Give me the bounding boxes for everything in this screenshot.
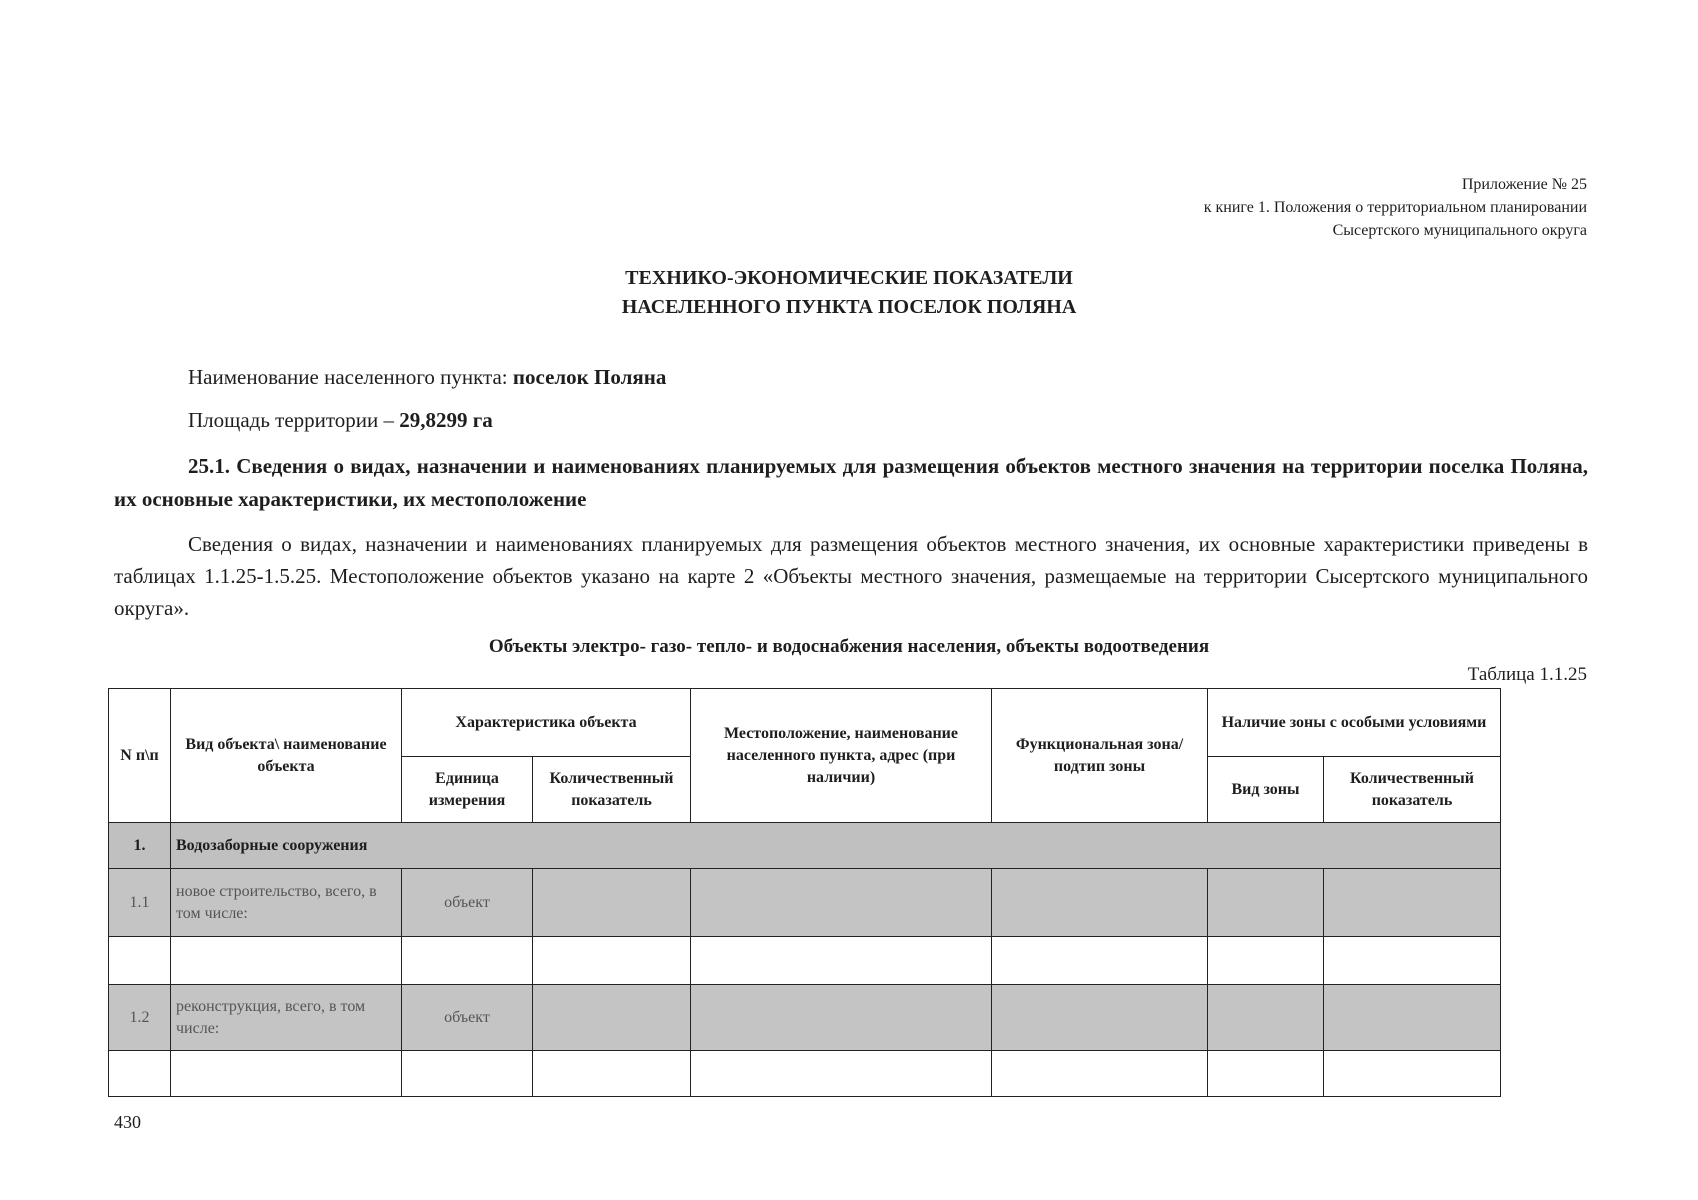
section-row xyxy=(109,823,1501,869)
table-row xyxy=(109,985,1501,1051)
area-value: 29,8299 га xyxy=(399,408,493,432)
header-special-zone: Наличие зоны с особыми условиями xyxy=(1208,689,1501,757)
header-quantity: Количественный показатель xyxy=(533,757,691,823)
header-characteristics: Характеристика объекта xyxy=(402,689,691,757)
area-field xyxy=(188,408,493,433)
empty-row xyxy=(109,1051,1501,1097)
header-zone-quantity: Количественный показатель xyxy=(1324,757,1501,823)
empty-row xyxy=(109,937,1501,985)
row-zone xyxy=(992,869,1208,937)
page-number: 430 xyxy=(114,1112,141,1132)
area-label: Площадь территории – xyxy=(188,408,400,432)
row-unit: объект xyxy=(402,985,533,1051)
section-num: 1. xyxy=(109,823,171,869)
row-zone-quantity xyxy=(1324,869,1501,937)
header-num: N п\п xyxy=(109,689,171,823)
title-line-2: НАСЕЛЕННОГО ПУНКТА ПОСЕЛОК ПОЛЯНА xyxy=(621,296,1077,318)
header-location: Местоположение, наименование населенного пункта, адрес (при наличии) xyxy=(691,689,992,823)
appendix-line-1: Приложение № 25 xyxy=(1461,176,1587,193)
appendix-line-2: к книге 1. Положения о территориальном планировании xyxy=(1203,199,1587,216)
header-functional-zone: Функциональная зона/ подтип зоны xyxy=(992,689,1208,823)
settlement-field xyxy=(188,365,666,390)
header-object-type: Вид объекта\ наименование объекта xyxy=(171,689,402,823)
table-row xyxy=(109,869,1501,937)
row-zone-kind xyxy=(1208,985,1324,1051)
title-line-1: ТЕХНИКО-ЭКОНОМИЧЕСКИЕ ПОКАЗАТЕЛИ xyxy=(625,267,1073,289)
indicators-table xyxy=(108,688,1501,1097)
row-unit: объект xyxy=(402,869,533,937)
settlement-label: Наименование населенного пункта: xyxy=(188,365,513,389)
row-quantity xyxy=(533,985,691,1051)
table-header xyxy=(109,689,1501,823)
document-title xyxy=(0,264,1698,322)
row-name: новое строительство, всего, в том числе: xyxy=(171,869,402,937)
appendix-note xyxy=(1204,173,1587,242)
row-name: реконструкция, всего, в том числе: xyxy=(171,985,402,1051)
row-num: 1.1 xyxy=(109,869,171,937)
appendix-line-3: Сысертского муниципального округа xyxy=(1332,222,1587,239)
table-number: Таблица 1.1.25 xyxy=(1467,664,1587,685)
row-zone xyxy=(992,985,1208,1051)
section-label: Водозаборные сооружения xyxy=(171,823,1501,869)
settlement-value: поселок Поляна xyxy=(512,365,667,389)
row-zone-kind xyxy=(1208,869,1324,937)
header-zone-kind: Вид зоны xyxy=(1208,757,1324,823)
row-location xyxy=(691,869,992,937)
row-location xyxy=(691,985,992,1051)
row-num: 1.2 xyxy=(109,985,171,1051)
header-unit: Единица измерения xyxy=(402,757,533,823)
table-title: Объекты электро- газо- тепло- и водоснабжения населения, объекты водоотведения xyxy=(488,636,1210,657)
row-quantity xyxy=(533,869,691,937)
intro-paragraph: Сведения о видах, назначении и наименованиях планируемых для размещения объектов местного значения, их основные характеристики приведены в таблицах 1.1.25-1.5.25. Местоположение объектов указано на карте 2 «Объекты местного значения, размещаемые на территории Сысертского муниципального округа». xyxy=(114,532,1588,620)
row-zone-quantity xyxy=(1324,985,1501,1051)
section-heading: 25.1. Сведения о видах, назначении и наименованиях планируемых для размещения объектов местного значения на территории поселка Поляна, их основные характеристики, их местоположение xyxy=(114,454,1588,511)
